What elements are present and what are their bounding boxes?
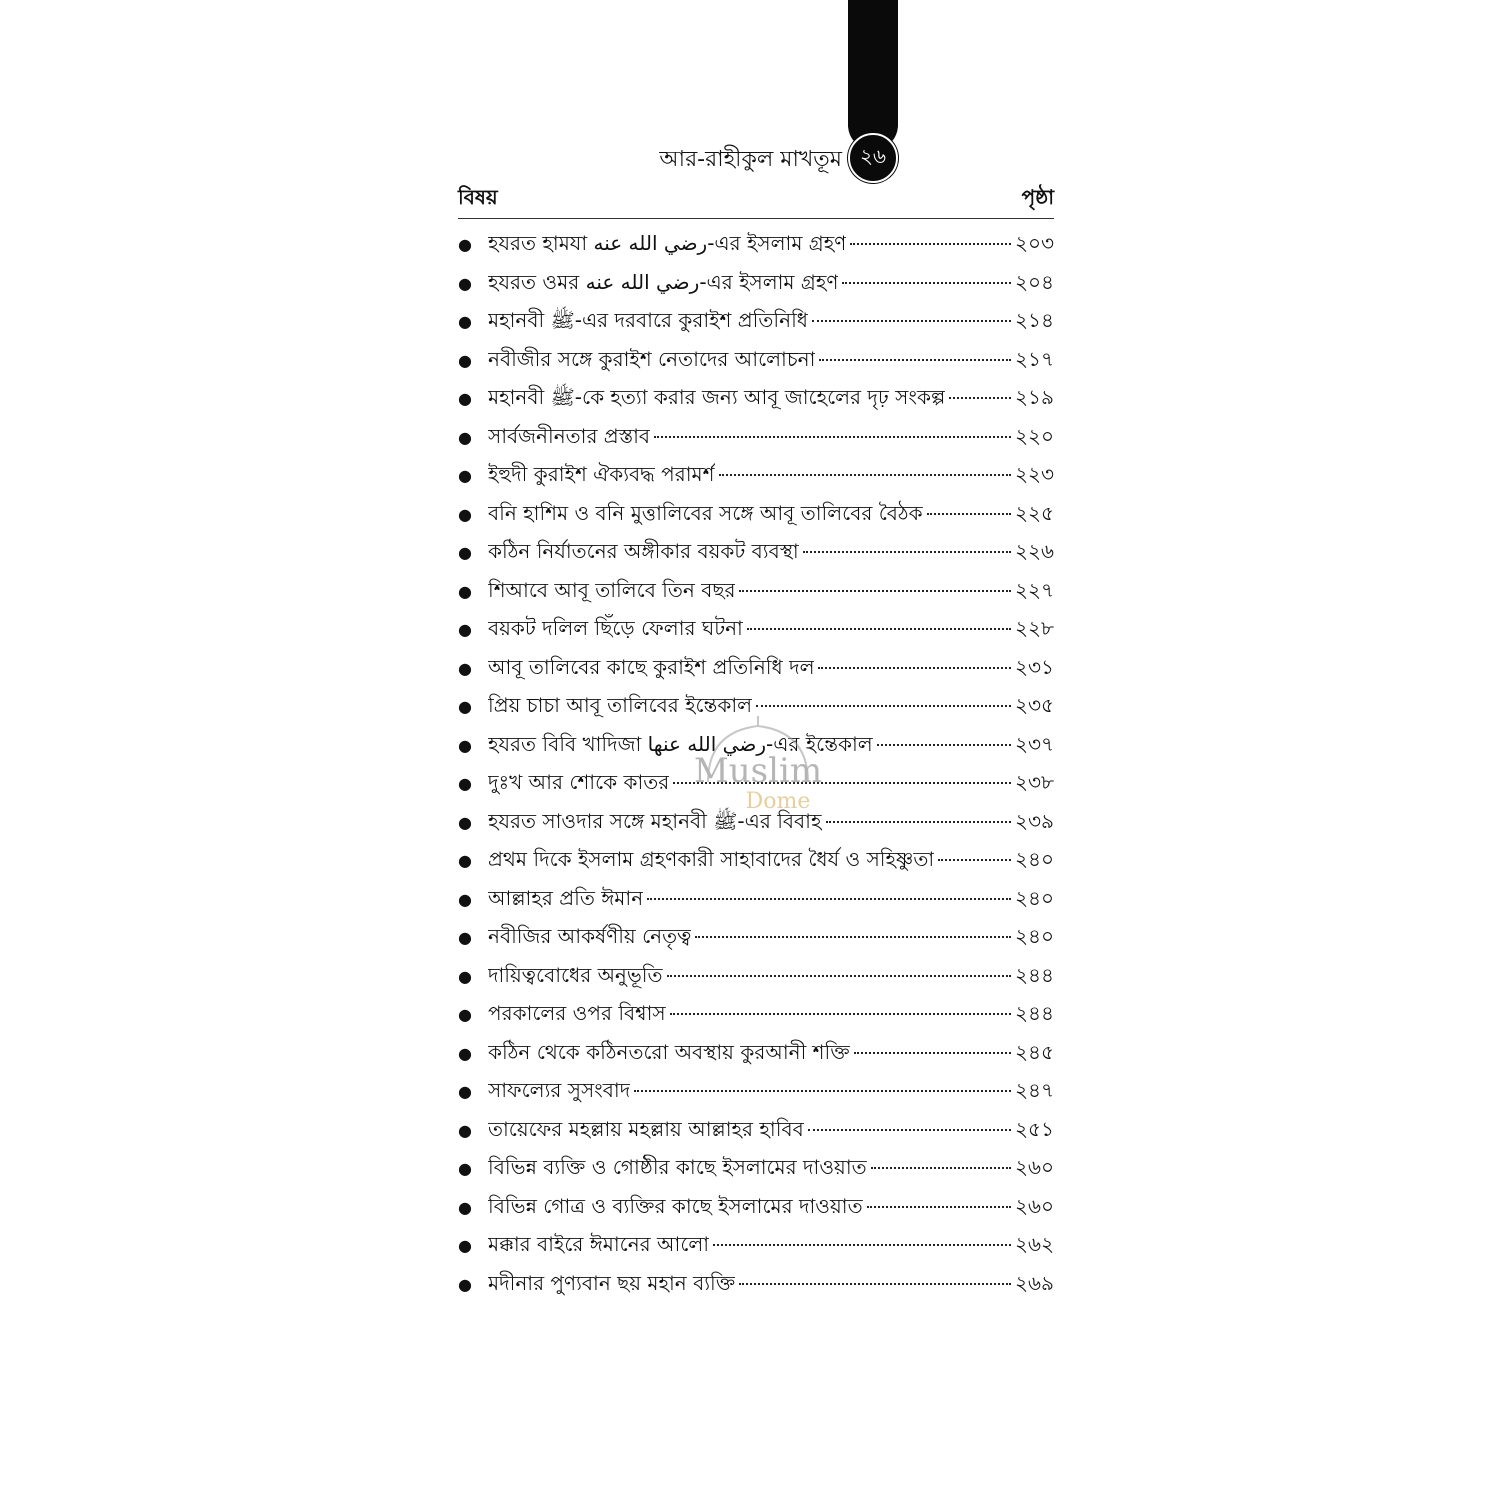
dot-leader [819, 359, 1011, 361]
dot-leader [808, 1129, 1011, 1131]
toc-entry [458, 576, 1054, 615]
toc-entry-page: ২১৭ [1015, 346, 1054, 371]
toc-entry-page: ২২৩ [1014, 462, 1054, 486]
toc-entry-title: হযরত ওমর رضي الله عنه-এর ইসলাম গ্রহণ [488, 269, 839, 294]
dot-leader [634, 1090, 1011, 1092]
toc-entry [458, 730, 1054, 769]
bullet-icon: ● [458, 735, 472, 755]
toc-entry [458, 499, 1054, 538]
toc-entry-title: কঠিন থেকে কঠিনতরো অবস্থায় কুরআনী শক্তি [488, 1039, 850, 1064]
bullet-icon: ● [458, 889, 472, 909]
toc-entry-page: ২২৬ [1014, 539, 1054, 563]
toc-entry-page: ২৬২ [1014, 1232, 1054, 1256]
toc-entry-title: আল্লাহর প্রতি ঈমান [488, 885, 644, 910]
toc-entry-title: ইহুদী কুরাইশ ঐক্যবদ্ধ পরামর্শ [488, 462, 715, 486]
toc-entry-page: ২৩৫ [1015, 693, 1054, 717]
bookmark-ribbon [848, 0, 898, 150]
toc-entry-title: কঠিন নির্যাতনের অঙ্গীকার বয়কট ব্যবস্থা [488, 539, 799, 563]
toc-entry-title: মহানবী ﷺ-কে হত্যা করার জন্য আবূ জাহেলের দৃঢ় সংকল্প [488, 385, 946, 409]
dot-leader [949, 397, 1011, 399]
toc-entry [458, 1038, 1054, 1077]
bullet-icon: ● [458, 1159, 472, 1178]
toc-entry-page: ২৪০ [1015, 885, 1054, 910]
dot-leader [719, 474, 1011, 476]
dot-leader [867, 1206, 1011, 1208]
toc-entry [458, 691, 1054, 730]
dot-leader [877, 744, 1011, 746]
toc-entry-page: ২০৪ [1015, 269, 1054, 294]
toc-entry-title: হযরত সাওদার সঙ্গে মহানবী ﷺ-এর বিবাহ [488, 808, 822, 833]
toc-entry [458, 768, 1054, 807]
dot-leader [695, 936, 1011, 938]
toc-entry [458, 268, 1054, 307]
bullet-icon: ● [458, 427, 472, 447]
toc-entry [458, 1269, 1054, 1308]
dot-leader [850, 243, 1011, 245]
dot-leader [670, 1013, 1011, 1015]
bullet-icon: ● [458, 1082, 472, 1101]
watermark-text-secondary: Dome [745, 789, 811, 814]
dot-leader [756, 705, 1011, 707]
toc-entry-title: বিভিন্ন গোত্র ও ব্যক্তির কাছে ইসলামের দাওয়াত [488, 1193, 863, 1218]
toc-list [458, 229, 1054, 1307]
bullet-icon: ● [458, 273, 472, 293]
toc-entry-title: দুঃখ আর শোকে কাতর [488, 770, 670, 794]
table-of-contents [458, 186, 1054, 1307]
toc-entry [458, 229, 1054, 268]
bullet-icon: ● [458, 1197, 472, 1217]
dot-leader [647, 898, 1011, 900]
toc-entry-page: ২২৮ [1015, 616, 1054, 640]
dot-leader [826, 821, 1012, 823]
bullet-icon: ● [458, 1120, 472, 1140]
toc-entry-title: হযরত বিবি খাদিজা رضي الله عنها-এর ইন্তেকাল [488, 731, 873, 756]
toc-entry-title: বয়কট দলিল ছিঁড়ে ফেলার ঘটনা [488, 616, 743, 640]
bullet-icon: ● [458, 466, 472, 485]
toc-entry-title: নবীজির আকর্ষণীয় নেতৃত্ব [488, 924, 692, 948]
toc-entry [458, 537, 1054, 576]
dot-leader [654, 436, 1011, 438]
toc-entry-page: ২৪৪ [1015, 1001, 1054, 1025]
toc-entry-title: শিআবে আবূ তালিবে তিন বছর [488, 577, 736, 602]
dot-leader [854, 1052, 1011, 1054]
bullet-icon: ● [458, 1274, 472, 1294]
toc-entry-page: ২৪৫ [1015, 1039, 1054, 1064]
toc-entry-title: মদীনার পুণ্যবান ছয় মহান ব্যক্তি [488, 1270, 736, 1295]
bullet-icon: ● [458, 1236, 472, 1255]
dot-leader [812, 320, 1011, 322]
toc-header [458, 186, 1054, 219]
bullet-icon: ● [458, 543, 472, 562]
dot-leader [747, 628, 1011, 630]
page-number: ২৬ [848, 133, 898, 183]
toc-entry-page: ২২৫ [1015, 500, 1054, 525]
dot-leader [871, 1167, 1011, 1169]
toc-entry [458, 1192, 1054, 1231]
toc-entry-title: বিভিন্ন ব্যক্তি ও গোষ্ঠীর কাছে ইসলামের দাওয়াত [488, 1155, 867, 1179]
bullet-icon: ● [458, 504, 472, 524]
dot-leader [938, 859, 1011, 861]
toc-entry-title: প্রথম দিকে ইসলাম গ্রহণকারী সাহাবাদের ধৈর্য ও সহিষ্ণুতা [488, 847, 935, 871]
subject-column-label: বিষয় [458, 185, 498, 209]
toc-entry [458, 922, 1054, 961]
toc-entry-page: ২৪০ [1015, 847, 1054, 871]
toc-entry-page: ২২০ [1014, 423, 1054, 448]
toc-entry [458, 460, 1054, 499]
toc-entry [458, 807, 1054, 846]
bullet-icon: ● [458, 966, 472, 986]
toc-entry [458, 1153, 1054, 1192]
toc-entry-page: ২৫১ [1015, 1116, 1054, 1141]
toc-entry-page: ২১৪ [1015, 308, 1054, 332]
toc-entry-page: ২৩১ [1015, 654, 1054, 679]
toc-entry-title: হযরত হামযা رضي الله عنه-এর ইসলাম গ্রহণ [488, 231, 847, 255]
toc-entry [458, 422, 1054, 461]
toc-entry-page: ২৪৭ [1015, 1078, 1054, 1102]
bullet-icon: ● [458, 774, 472, 793]
toc-entry-title: পরকালের ওপর বিশ্বাস [488, 1001, 666, 1025]
bullet-icon: ● [458, 697, 472, 716]
toc-entry [458, 383, 1054, 422]
toc-entry-title: নবীজীর সঙ্গে কুরাইশ নেতাদের আলোচনা [488, 346, 816, 371]
bullet-icon: ● [458, 1005, 472, 1024]
toc-entry-title: প্রিয় চাচা আবূ তালিবের ইন্তেকাল [488, 693, 753, 717]
bullet-icon: ● [458, 350, 472, 370]
toc-entry-page: ২৩৭ [1014, 731, 1054, 756]
toc-entry-page: ২৪০ [1015, 924, 1054, 948]
bullet-icon: ● [458, 389, 472, 408]
toc-entry-page: ২২৭ [1014, 577, 1054, 602]
toc-entry-page: ২৩৯ [1015, 808, 1054, 833]
toc-entry [458, 1076, 1054, 1115]
toc-entry [458, 1115, 1054, 1154]
toc-entry-title: বনি হাশিম ও বনি মুত্তালিবের সঙ্গে আবূ তালিবের বৈঠক [488, 500, 923, 525]
dot-leader [673, 782, 1011, 784]
dot-leader [818, 667, 1011, 669]
running-title: আর-রাহীকুল মাখতূম [659, 147, 842, 172]
toc-entry [458, 1230, 1054, 1269]
toc-entry-page: ২৬০ [1014, 1193, 1054, 1218]
toc-entry-page: ২৬০ [1014, 1155, 1054, 1179]
dot-leader [713, 1244, 1011, 1246]
dot-leader [842, 282, 1011, 284]
bullet-icon: ● [458, 581, 472, 601]
toc-entry-title: দায়িত্ববোধের অনুভূতি [488, 962, 663, 987]
toc-entry-page: ২৪৪ [1015, 962, 1054, 987]
toc-entry-title: মহানবী ﷺ-এর দরবারে কুরাইশ প্রতিনিধি [488, 308, 808, 332]
page-column-label: পৃষ্ঠা [1021, 185, 1054, 209]
toc-entry-title: আবূ তালিবের কাছে কুরাইশ প্রতিনিধি দল [488, 654, 815, 679]
bullet-icon: ● [458, 928, 472, 947]
bullet-icon: ● [458, 812, 472, 832]
toc-entry-page: ২১৯ [1015, 385, 1054, 409]
bullet-icon: ● [458, 658, 472, 678]
toc-entry [458, 306, 1054, 345]
bullet-icon: ● [458, 851, 472, 870]
dot-leader [927, 513, 1011, 515]
toc-entry [458, 845, 1054, 884]
toc-entry [458, 884, 1054, 923]
toc-entry-title: তায়েফের মহল্লায় মহল্লায় আল্লাহর হাবিব [488, 1116, 804, 1141]
toc-entry-title: মক্কার বাইরে ঈমানের আলো [488, 1232, 710, 1256]
dot-leader [803, 551, 1011, 553]
toc-entry [458, 614, 1054, 653]
bullet-icon: ● [458, 235, 472, 254]
toc-entry [458, 653, 1054, 692]
dot-leader [739, 1283, 1011, 1285]
toc-entry-page: ২০৩ [1014, 231, 1054, 255]
toc-entry-title: সার্বজনীনতার প্রস্তাব [488, 423, 651, 448]
toc-entry [458, 999, 1054, 1038]
dot-leader [667, 975, 1012, 977]
toc-entry [458, 345, 1054, 384]
bullet-icon: ● [458, 312, 472, 331]
watermark-text-primary: Muslim [693, 751, 823, 791]
bullet-icon: ● [458, 620, 472, 639]
toc-entry-page: ২৬৯ [1015, 1270, 1054, 1295]
toc-entry-page: ২৩৮ [1015, 770, 1054, 794]
toc-entry [458, 961, 1054, 1000]
toc-entry-title: সাফল্যের সুসংবাদ [488, 1078, 631, 1102]
dot-leader [739, 590, 1011, 592]
bullet-icon: ● [458, 1043, 472, 1063]
